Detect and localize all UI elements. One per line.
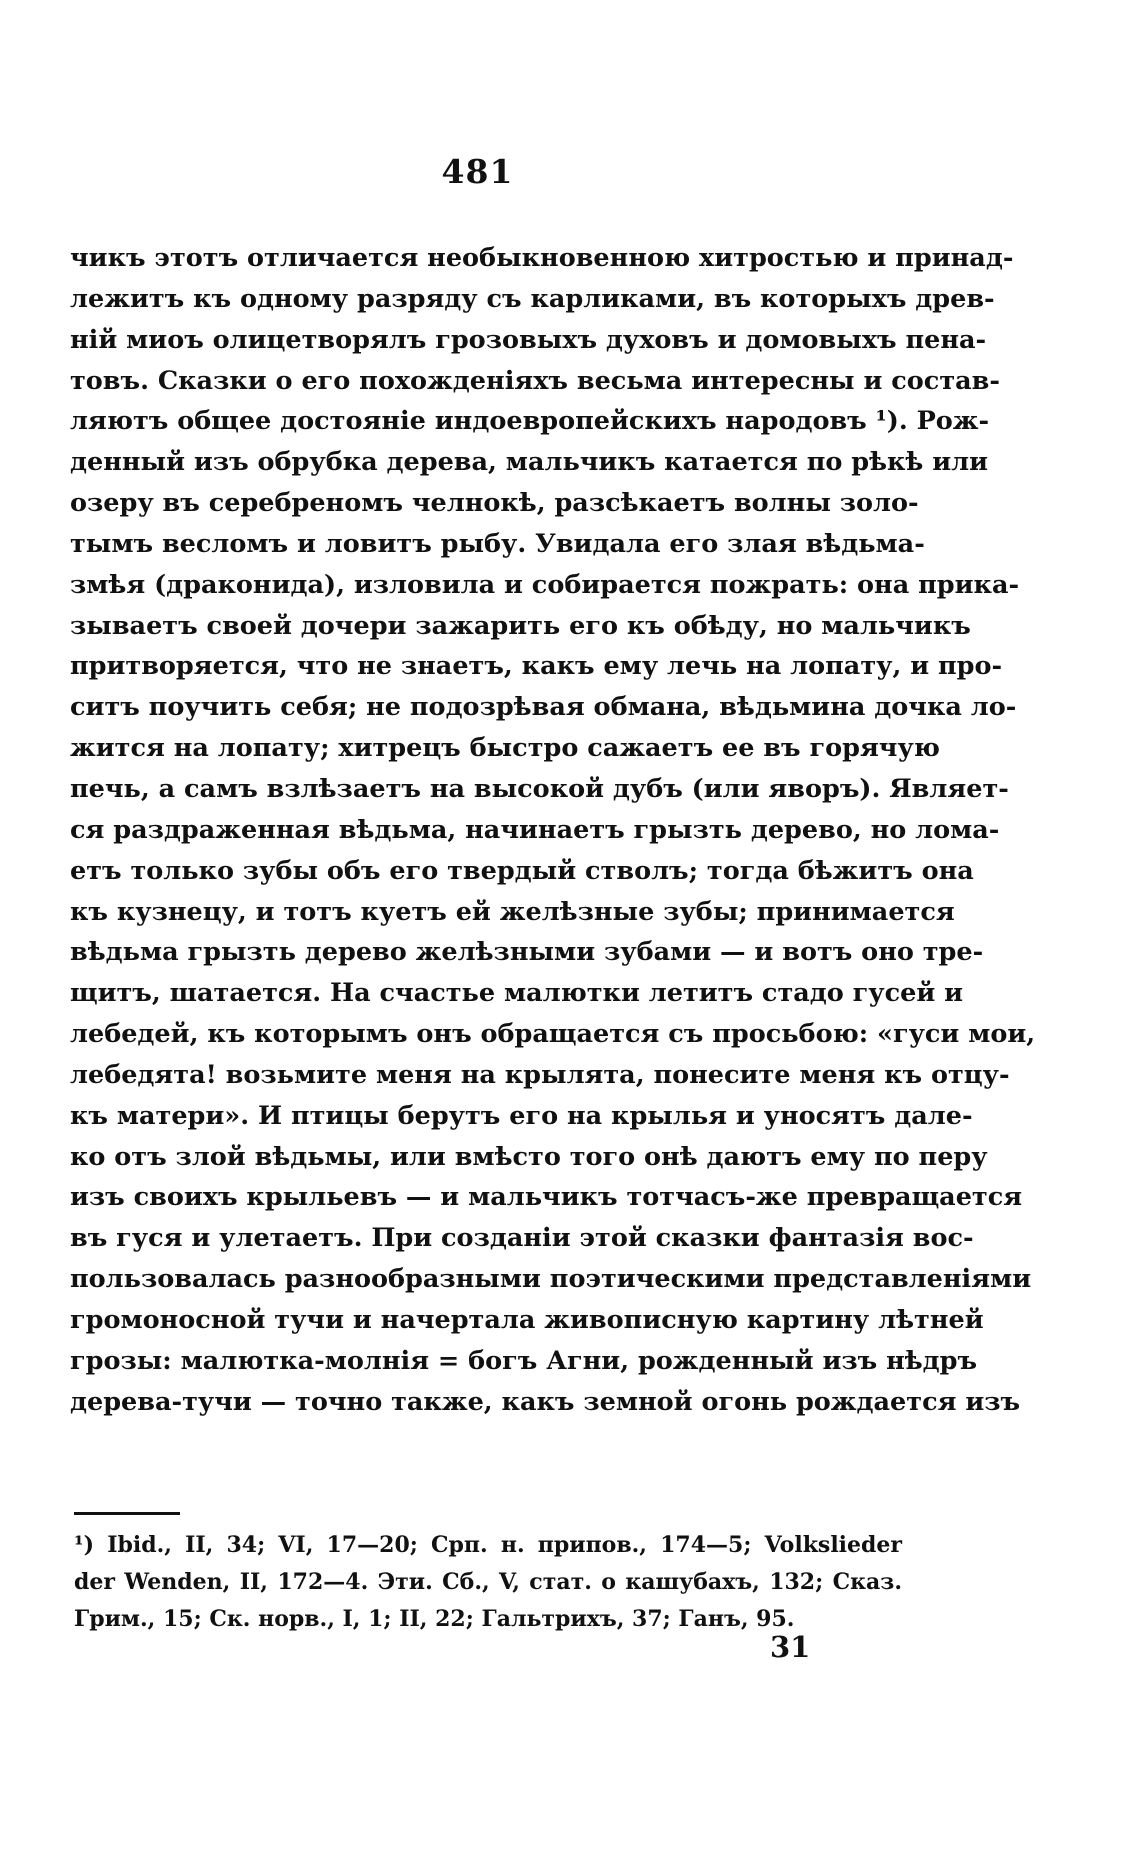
body-line: щитъ, шатается. На счастье малютки летитъ стадо гусей и [70,978,964,1009]
body-line: громоносной тучи и начертала живописную картину лѣтней [70,1304,984,1335]
body-line: ляютъ общее достояніе индоевропейскихъ народовъ ¹). Рож- [70,406,990,437]
body-line: товъ. Сказки о его похожденіяхъ весьма интересны и состав- [70,365,1000,396]
page-number: 481 [441,152,514,191]
body-line: чикъ этотъ отличается необыкновенною хитростью и принад- [70,243,1014,273]
body-line: денный изъ обрубка дерева, мальчикъ катается по рѣкѣ или [70,447,989,478]
footnote-line: ¹) Ibid., II, 34; VI, 17—20; Срп. н. припов., 174—5; Volkslieder [74,1532,902,1558]
body-line: къ кузнецу, и тотъ куетъ ей желѣзные зубы; принимается [70,896,955,927]
body-line: лебедей, къ которымъ онъ обращается съ просьбою: «гуси мои, [70,1019,1036,1050]
body-line: зываетъ своей дочери зажарить его къ обѣду, но мальчикъ [70,610,971,641]
body-line: въ гуся и улетаетъ. При созданіи этой сказки фантазія вос- [70,1223,974,1254]
body-line: тымъ весломъ и ловитъ рыбу. Увидала его злая вѣдьма- [70,528,925,559]
body-line: змѣя (драконида), изловила и собирается пожрать: она прика- [70,569,1020,600]
body-line: ко отъ злой вѣдьмы, или вмѣсто того онѣ даютъ ему по перу [70,1141,988,1172]
footnote-line: der Wenden, II, 172—4. Эти. Сб., V, стат. о кашубахъ, 132; Сказ. [74,1569,902,1595]
body-line: пользовалась разнообразными поэтическими представленіями [70,1264,1032,1295]
body-line: вѣдьма грызть дерево желѣзными зубами — и вотъ оно тре- [70,937,984,968]
body-line: лежитъ къ одному разряду съ карликами, въ которыхъ древ- [70,283,995,314]
footnote-separator [74,1512,180,1515]
footnotes [74,1527,902,1638]
body-line: озеру въ серебреномъ челнокѣ, разсѣкаетъ волны золо- [70,488,919,519]
body-line: лебедята! возьмите меня на крылята, понесите меня къ отцу- [70,1059,1010,1090]
body-line: печь, а самъ взлѣзаетъ на высокой дубъ (или яворъ). Являет- [70,773,1009,804]
body-line: етъ только зубы объ его твердый стволъ; тогда бѣжитъ она [70,855,974,886]
body-line: изъ своихъ крыльевъ — и мальчикъ тотчасъ-же превращается [70,1182,1023,1213]
body-line: ся раздраженная вѣдьма, начинаетъ грызть дерево, но лома- [70,814,1000,845]
body-line: къ матери». И птицы берутъ его на крылья и уносятъ дале- [70,1100,973,1131]
body-line: дерева-тучи — точно также, какъ земной огонь рождается изъ [70,1386,1021,1417]
body-line: жится на лопату; хитрецъ быстро сажаетъ ее въ горячую [70,733,940,764]
body-line: грозы: малютка-молнія = богъ Агни, рожденный изъ нѣдръ [70,1345,978,1376]
body-text [70,238,1036,1422]
footnote-line: Грим., 15; Ск. норв., I, 1; II, 22; Гальтрихъ, 37; Ганъ, 95. [74,1606,795,1632]
body-line: притворяется, что не знаетъ, какъ ему лечь на лопату, и про- [70,651,1003,682]
signature-mark: 31 [770,1630,811,1664]
body-line: ній миоъ олицетворялъ грозовыхъ духовъ и домовыхъ пена- [70,324,987,355]
body-line: ситъ поучить себя; не подозрѣвая обмана, вѣдьмина дочка ло- [70,692,1017,723]
